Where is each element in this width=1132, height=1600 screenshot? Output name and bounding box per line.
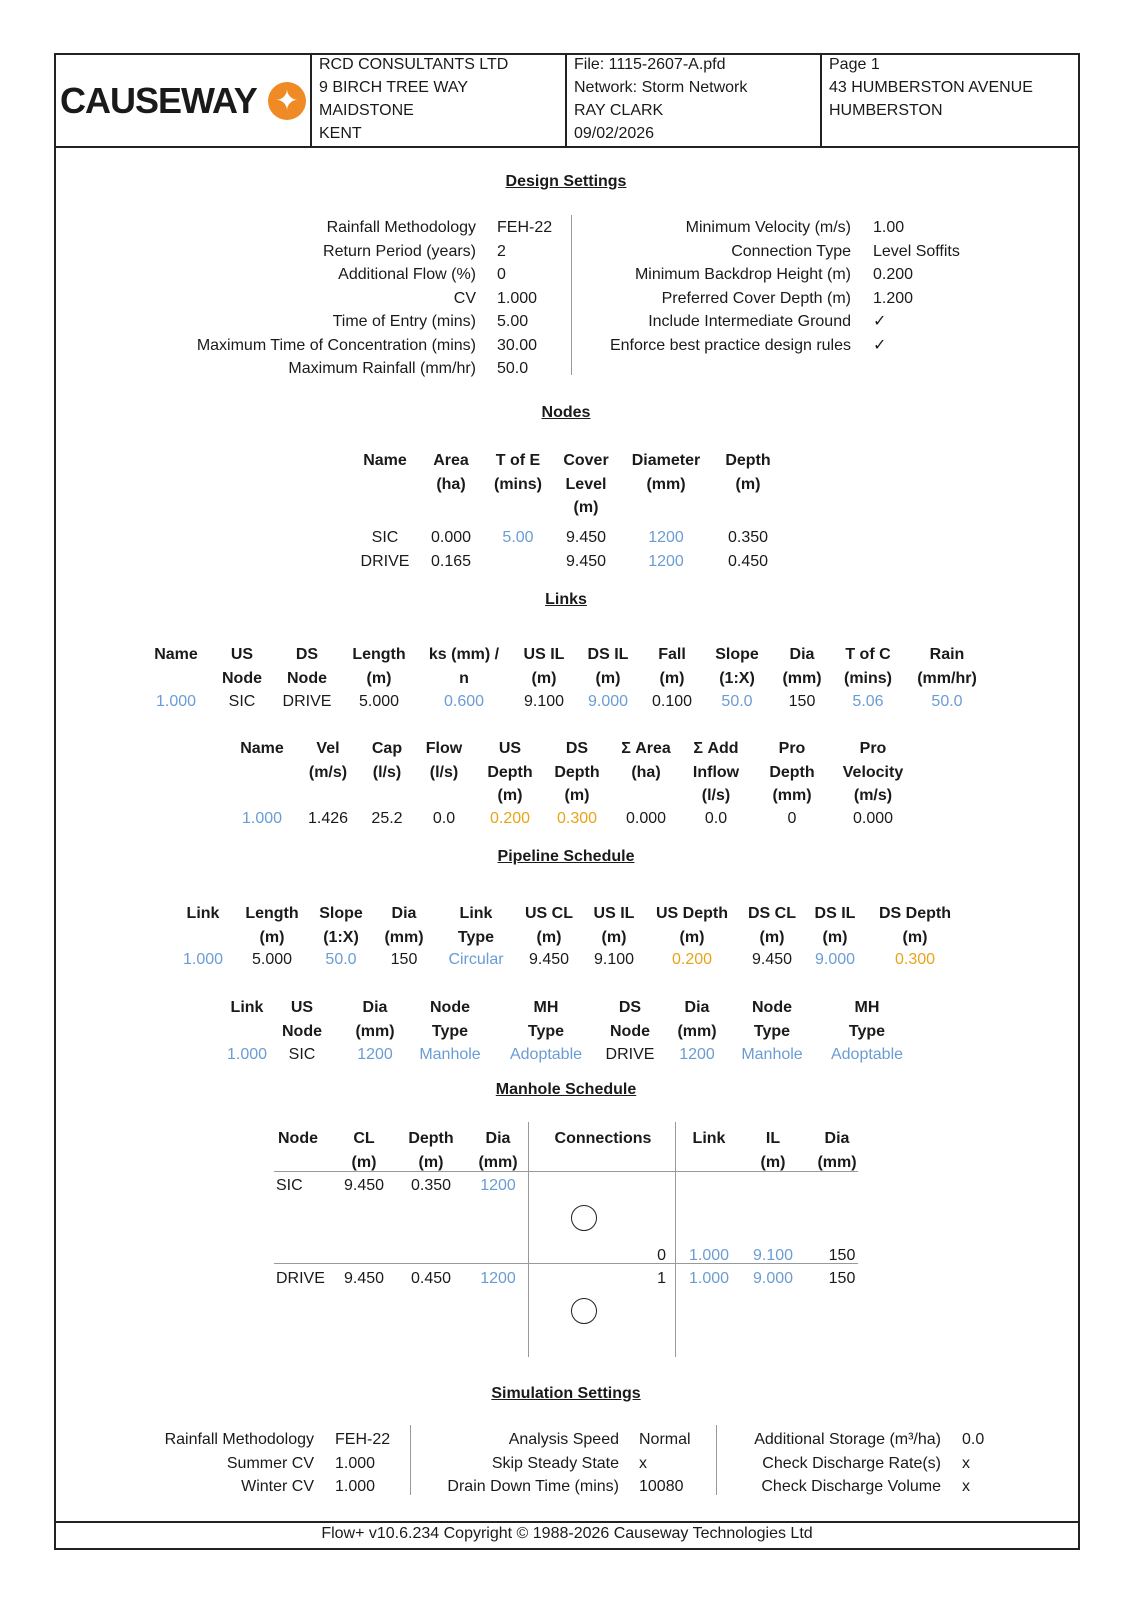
setting-label: Preferred Cover Depth (m) xyxy=(661,289,851,307)
manhole-cell: 150 xyxy=(828,1270,856,1287)
links-header: Dia xyxy=(789,646,815,663)
manhole-connection-diagram xyxy=(571,1298,597,1324)
links-header: T of C xyxy=(845,646,891,663)
pipeline-header: (mm) xyxy=(677,1022,717,1040)
links-header: US xyxy=(230,646,254,663)
manhole-header: (mm) xyxy=(817,1153,857,1171)
setting-label: Rainfall Methodology xyxy=(326,219,476,236)
pipeline-cell: 9.450 xyxy=(528,951,570,968)
manhole-title: Manhole Schedule xyxy=(495,1081,637,1098)
header-divider xyxy=(54,146,1080,148)
links-header: Node xyxy=(222,669,262,687)
pipeline-cell: Adoptable xyxy=(509,1046,583,1063)
pipeline-header: Type xyxy=(753,1022,791,1040)
links-header: n xyxy=(459,669,469,687)
links-header: (m) xyxy=(564,787,590,804)
links-cell: 0.000 xyxy=(852,810,894,827)
pipeline-cell: 50.0 xyxy=(325,951,357,968)
pipeline-header: Link xyxy=(459,905,493,922)
manhole-cell: 1.000 xyxy=(688,1270,730,1287)
pipeline-header: DS CL xyxy=(748,905,796,922)
header-col-divider xyxy=(820,53,822,146)
header-col-divider xyxy=(310,53,312,146)
pipeline-header: Node xyxy=(430,999,470,1016)
manhole-cell: 1200 xyxy=(480,1177,516,1194)
pipeline-header: Node xyxy=(610,1022,650,1040)
setting-label: Additional Flow (%) xyxy=(338,266,476,283)
pipeline-cell: Adoptable xyxy=(830,1046,904,1063)
setting-label: Return Period (years) xyxy=(323,242,476,260)
nodes-header: Diameter xyxy=(631,452,701,469)
pipeline-header: US IL xyxy=(593,905,635,922)
setting-value: 50.0 xyxy=(497,360,529,377)
pipeline-header: Slope xyxy=(319,905,363,922)
pipeline-header: DS xyxy=(618,999,642,1016)
setting-value: ✓ xyxy=(873,313,887,330)
links-header: (m) xyxy=(595,669,621,687)
links-cell: 0.600 xyxy=(443,693,485,710)
pipeline-header: (m) xyxy=(902,928,928,946)
links-cell: 0.0 xyxy=(704,810,728,827)
nodes-cell: 9.450 xyxy=(565,529,607,546)
links-cell: 0.200 xyxy=(489,810,531,827)
manhole-node: DRIVE xyxy=(276,1270,325,1287)
pipeline-header: Type xyxy=(527,1022,565,1040)
pipeline-header: (mm) xyxy=(355,1022,395,1040)
manhole-header: (m) xyxy=(760,1153,786,1171)
simulation-divider xyxy=(410,1425,411,1495)
file-info-line: Network: Storm Network xyxy=(574,79,748,96)
links-header: Depth xyxy=(769,763,815,781)
links-header: (mm) xyxy=(782,669,822,687)
nodes-header: T of E xyxy=(495,452,541,469)
simulation-value: Normal xyxy=(639,1431,691,1448)
links-cell: 1.000 xyxy=(155,693,197,710)
setting-value: 1.000 xyxy=(497,289,538,307)
nodes-cell: SIC xyxy=(371,529,399,546)
pipeline-cell: 0.200 xyxy=(671,951,713,968)
links-header: (mm/hr) xyxy=(917,669,977,687)
links-header: (1:X) xyxy=(719,669,755,687)
links-header: Rain xyxy=(929,646,965,663)
pipeline-cell: 0.300 xyxy=(894,951,936,968)
simulation-label: Rainfall Methodology xyxy=(164,1431,314,1448)
pipeline-cell: DRIVE xyxy=(605,1046,655,1063)
setting-value: 2 xyxy=(497,242,506,260)
links-cell: SIC xyxy=(228,693,256,710)
pipeline-cell: 1200 xyxy=(357,1046,393,1063)
footer-copyright: Flow+ v10.6.234 Copyright © 1988-2026 Causeway Technologies Ltd xyxy=(321,1525,813,1542)
setting-value: FEH-22 xyxy=(497,219,553,236)
setting-label: Minimum Backdrop Height (m) xyxy=(634,266,851,283)
nodes-cell: 0.350 xyxy=(727,529,769,546)
simulation-divider xyxy=(716,1425,717,1495)
pipeline-cell: 9.100 xyxy=(593,951,635,968)
manhole-header: Dia xyxy=(824,1130,850,1147)
nodes-cell: 1200 xyxy=(648,529,684,546)
manhole-divider xyxy=(528,1122,529,1357)
pipeline-header: (m) xyxy=(259,928,285,946)
company-line: MAIDSTONE xyxy=(319,102,414,119)
links-header: Name xyxy=(240,740,284,757)
pipeline-header: Type xyxy=(457,928,495,946)
links-header: Pro xyxy=(778,740,806,757)
simulation-label: Summer CV xyxy=(226,1454,314,1472)
manhole-header: Depth xyxy=(408,1130,454,1147)
manhole-cell: 9.000 xyxy=(752,1270,794,1287)
links-header: Pro xyxy=(859,740,887,757)
simulation-value: 1.000 xyxy=(335,1454,376,1472)
links-cell: 5.000 xyxy=(358,693,400,710)
manhole-connection-diagram xyxy=(571,1205,597,1231)
setting-value: 1.200 xyxy=(873,289,914,307)
nodes-title: Nodes xyxy=(541,404,591,421)
pipeline-header: US Depth xyxy=(656,905,728,922)
nodes-header: Area xyxy=(433,452,469,469)
links-header: Σ Area xyxy=(621,740,671,757)
pipeline-cell: Manhole xyxy=(741,1046,803,1063)
header-col-divider xyxy=(565,53,567,146)
setting-value: 5.00 xyxy=(497,313,529,330)
manhole-connection-number: 0 xyxy=(657,1247,666,1264)
manhole-header: IL xyxy=(765,1130,781,1147)
links-header: ks (mm) / xyxy=(428,646,500,663)
nodes-header: Depth xyxy=(725,452,771,469)
nodes-cell: DRIVE xyxy=(360,552,410,570)
links-header: DS xyxy=(295,646,319,663)
links-header: Velocity xyxy=(842,763,904,781)
pipeline-header: (m) xyxy=(601,928,627,946)
pipeline-header: (1:X) xyxy=(323,928,359,946)
manhole-cell: 9.450 xyxy=(343,1270,385,1287)
nodes-header: (m) xyxy=(735,475,761,493)
links-header: Name xyxy=(154,646,198,663)
links-header: (l/s) xyxy=(372,763,402,781)
links-cell: 25.2 xyxy=(371,810,403,827)
links-header: Depth xyxy=(487,763,533,781)
pipeline-cell: 1200 xyxy=(679,1046,715,1063)
manhole-header-rule xyxy=(274,1171,858,1172)
links-header: (m/s) xyxy=(308,763,348,781)
footer-divider xyxy=(54,1521,1080,1523)
manhole-cell: 0.450 xyxy=(410,1270,452,1287)
pipeline-header: Link xyxy=(230,999,264,1016)
nodes-cell: 9.450 xyxy=(565,552,607,570)
pipeline-header: (m) xyxy=(822,928,848,946)
manhole-header: Dia xyxy=(485,1130,511,1147)
manhole-header: Connections xyxy=(554,1130,652,1147)
pipeline-cell: Circular xyxy=(448,951,504,968)
pipeline-header: (m) xyxy=(679,928,705,946)
pipeline-cell: 1.000 xyxy=(226,1046,268,1063)
simulation-label: Check Discharge Rate(s) xyxy=(762,1454,941,1472)
company-line: RCD CONSULTANTS LTD xyxy=(319,56,509,73)
pipeline-header: Type xyxy=(848,1022,886,1040)
pipeline-cell: Manhole xyxy=(419,1046,481,1063)
design-settings-title: Design Settings xyxy=(505,173,627,190)
links-header: (ha) xyxy=(631,763,661,781)
simulation-value: x xyxy=(962,1454,970,1472)
manhole-cell: 9.100 xyxy=(752,1247,794,1264)
simulation-value: FEH-22 xyxy=(335,1431,391,1448)
manhole-header: Node xyxy=(278,1130,318,1147)
pipeline-header: DS Depth xyxy=(879,905,951,922)
links-cell: 9.100 xyxy=(523,693,565,710)
setting-label: Maximum Rainfall (mm/hr) xyxy=(288,360,476,377)
manhole-cell: 1200 xyxy=(480,1270,516,1287)
pipeline-header: (m) xyxy=(536,928,562,946)
setting-label: Enforce best practice design rules xyxy=(609,336,851,354)
links-header: Node xyxy=(287,669,327,687)
links-cell: 50.0 xyxy=(931,693,963,710)
nodes-header: Level xyxy=(565,475,607,493)
setting-value: Level Soffits xyxy=(873,242,960,260)
pipeline-header: MH xyxy=(854,999,880,1016)
links-header: Σ Add xyxy=(693,740,739,757)
links-header: Fall xyxy=(658,646,686,663)
pipeline-cell: 150 xyxy=(390,951,418,968)
links-cell: 1.426 xyxy=(307,810,349,827)
simulation-label: Skip Steady State xyxy=(491,1454,619,1472)
pipeline-header: Node xyxy=(282,1022,322,1040)
manhole-cell: 1.000 xyxy=(688,1247,730,1264)
company-line: 9 BIRCH TREE WAY xyxy=(319,79,469,96)
pipeline-header: Length xyxy=(245,905,299,922)
nodes-cell: 0.165 xyxy=(430,552,472,570)
links-header: DS xyxy=(565,740,589,757)
nodes-header: Name xyxy=(363,452,407,469)
links-cell: 9.000 xyxy=(587,693,629,710)
setting-label: Time of Entry (mins) xyxy=(332,313,476,330)
pipeline-cell: SIC xyxy=(288,1046,316,1063)
links-header: Flow xyxy=(425,740,463,757)
simulation-value: x xyxy=(639,1454,647,1472)
manhole-header: CL xyxy=(353,1130,375,1147)
pipeline-header: MH xyxy=(533,999,559,1016)
manhole-cell: 150 xyxy=(828,1247,856,1264)
links-header: (mins) xyxy=(844,669,892,687)
nodes-header: Cover xyxy=(563,452,609,469)
links-header: Depth xyxy=(554,763,600,781)
simulation-title: Simulation Settings xyxy=(491,1385,641,1402)
simulation-label: Check Discharge Volume xyxy=(761,1478,941,1495)
links-header: Inflow xyxy=(692,763,740,781)
nodes-cell: 0.000 xyxy=(430,529,472,546)
links-header: (m) xyxy=(497,787,523,804)
links-header: US xyxy=(498,740,522,757)
setting-label: Include Intermediate Ground xyxy=(648,313,851,330)
setting-label: CV xyxy=(453,289,476,307)
links-cell: 0.300 xyxy=(556,810,598,827)
manhole-header: (m) xyxy=(351,1153,377,1171)
pipeline-header: Dia xyxy=(362,999,388,1016)
links-cell: 5.06 xyxy=(852,693,884,710)
links-header: US IL xyxy=(523,646,565,663)
links-header: (mm) xyxy=(772,787,812,804)
manhole-header: (mm) xyxy=(478,1153,518,1171)
pipeline-cell: 9.450 xyxy=(751,951,793,968)
links-cell: 50.0 xyxy=(721,693,753,710)
setting-label: Minimum Velocity (m/s) xyxy=(685,219,851,236)
simulation-value: 10080 xyxy=(639,1478,684,1495)
nodes-cell: 5.00 xyxy=(502,529,534,546)
star-icon: ✦ xyxy=(268,82,306,120)
file-info-line: 09/02/2026 xyxy=(574,125,655,142)
pipeline-header: (mm) xyxy=(384,928,424,946)
manhole-node: SIC xyxy=(276,1177,303,1194)
pipeline-header: US CL xyxy=(525,905,573,922)
links-header: Slope xyxy=(715,646,759,663)
nodes-header: (m) xyxy=(573,499,599,516)
setting-value: 0 xyxy=(497,266,506,283)
links-cell: 0 xyxy=(787,810,797,827)
links-cell: 1.000 xyxy=(241,810,283,827)
pipeline-header: Type xyxy=(431,1022,469,1040)
pipeline-title: Pipeline Schedule xyxy=(497,848,635,865)
setting-label: Connection Type xyxy=(731,242,851,260)
links-header: (l/s) xyxy=(429,763,459,781)
pipeline-header: (m) xyxy=(759,928,785,946)
links-title: Links xyxy=(545,591,587,608)
links-cell: 0.100 xyxy=(651,693,693,710)
links-header: Length xyxy=(352,646,406,663)
pipeline-header: US xyxy=(290,999,314,1016)
pipeline-cell: 1.000 xyxy=(182,951,224,968)
links-header: (m) xyxy=(366,669,392,687)
simulation-label: Winter CV xyxy=(241,1478,314,1495)
manhole-row-rule xyxy=(274,1263,858,1264)
file-info-line: File: 1115-2607-A.pfd xyxy=(574,56,726,73)
links-header: (m) xyxy=(531,669,557,687)
causeway-logo: CAUSEWAY xyxy=(60,80,257,121)
manhole-cell: 9.450 xyxy=(343,1177,385,1194)
simulation-label: Analysis Speed xyxy=(508,1431,619,1448)
nodes-cell: 1200 xyxy=(648,552,684,570)
manhole-connection-number: 1 xyxy=(657,1270,666,1287)
pipeline-header: Dia xyxy=(391,905,417,922)
links-cell: 150 xyxy=(788,693,816,710)
manhole-header: Link xyxy=(692,1130,726,1147)
links-cell: 0.0 xyxy=(432,810,456,827)
setting-value: 0.200 xyxy=(873,266,914,283)
simulation-value: 1.000 xyxy=(335,1478,376,1495)
setting-value: ✓ xyxy=(873,336,887,354)
manhole-header: (m) xyxy=(418,1153,444,1171)
simulation-label: Drain Down Time (mins) xyxy=(447,1478,619,1495)
company-line: KENT xyxy=(319,125,362,142)
simulation-label: Additional Storage (m³/ha) xyxy=(754,1431,941,1448)
setting-label: Maximum Time of Concentration (mins) xyxy=(196,336,476,354)
nodes-cell: 0.450 xyxy=(727,552,769,570)
setting-value: 1.00 xyxy=(873,219,905,236)
setting-value: 30.00 xyxy=(497,336,538,354)
simulation-value: 0.0 xyxy=(962,1431,985,1448)
pipeline-header: Link xyxy=(186,905,220,922)
links-header: (l/s) xyxy=(701,787,731,804)
nodes-header: (ha) xyxy=(436,475,466,493)
links-header: (m) xyxy=(659,669,685,687)
manhole-divider xyxy=(675,1122,676,1357)
page-info-line: Page 1 xyxy=(829,56,880,73)
file-info-line: RAY CLARK xyxy=(574,102,664,119)
pipeline-cell: 9.000 xyxy=(814,951,856,968)
links-cell: DRIVE xyxy=(282,693,332,710)
nodes-header: (mm) xyxy=(646,475,686,493)
pipeline-header: Node xyxy=(752,999,792,1016)
simulation-value: x xyxy=(962,1478,970,1495)
pipeline-header: Dia xyxy=(684,999,710,1016)
page-info-line: HUMBERSTON xyxy=(829,102,943,119)
nodes-header: (mins) xyxy=(494,475,542,493)
pipeline-cell: 5.000 xyxy=(251,951,293,968)
page-info-line: 43 HUMBERSTON AVENUE xyxy=(829,79,1033,96)
pipeline-header: DS IL xyxy=(814,905,856,922)
links-header: Vel xyxy=(316,740,340,757)
links-header: Cap xyxy=(371,740,403,757)
links-header: DS IL xyxy=(587,646,629,663)
manhole-cell: 0.350 xyxy=(410,1177,452,1194)
links-cell: 0.000 xyxy=(625,810,667,827)
links-header: (m/s) xyxy=(853,787,893,804)
